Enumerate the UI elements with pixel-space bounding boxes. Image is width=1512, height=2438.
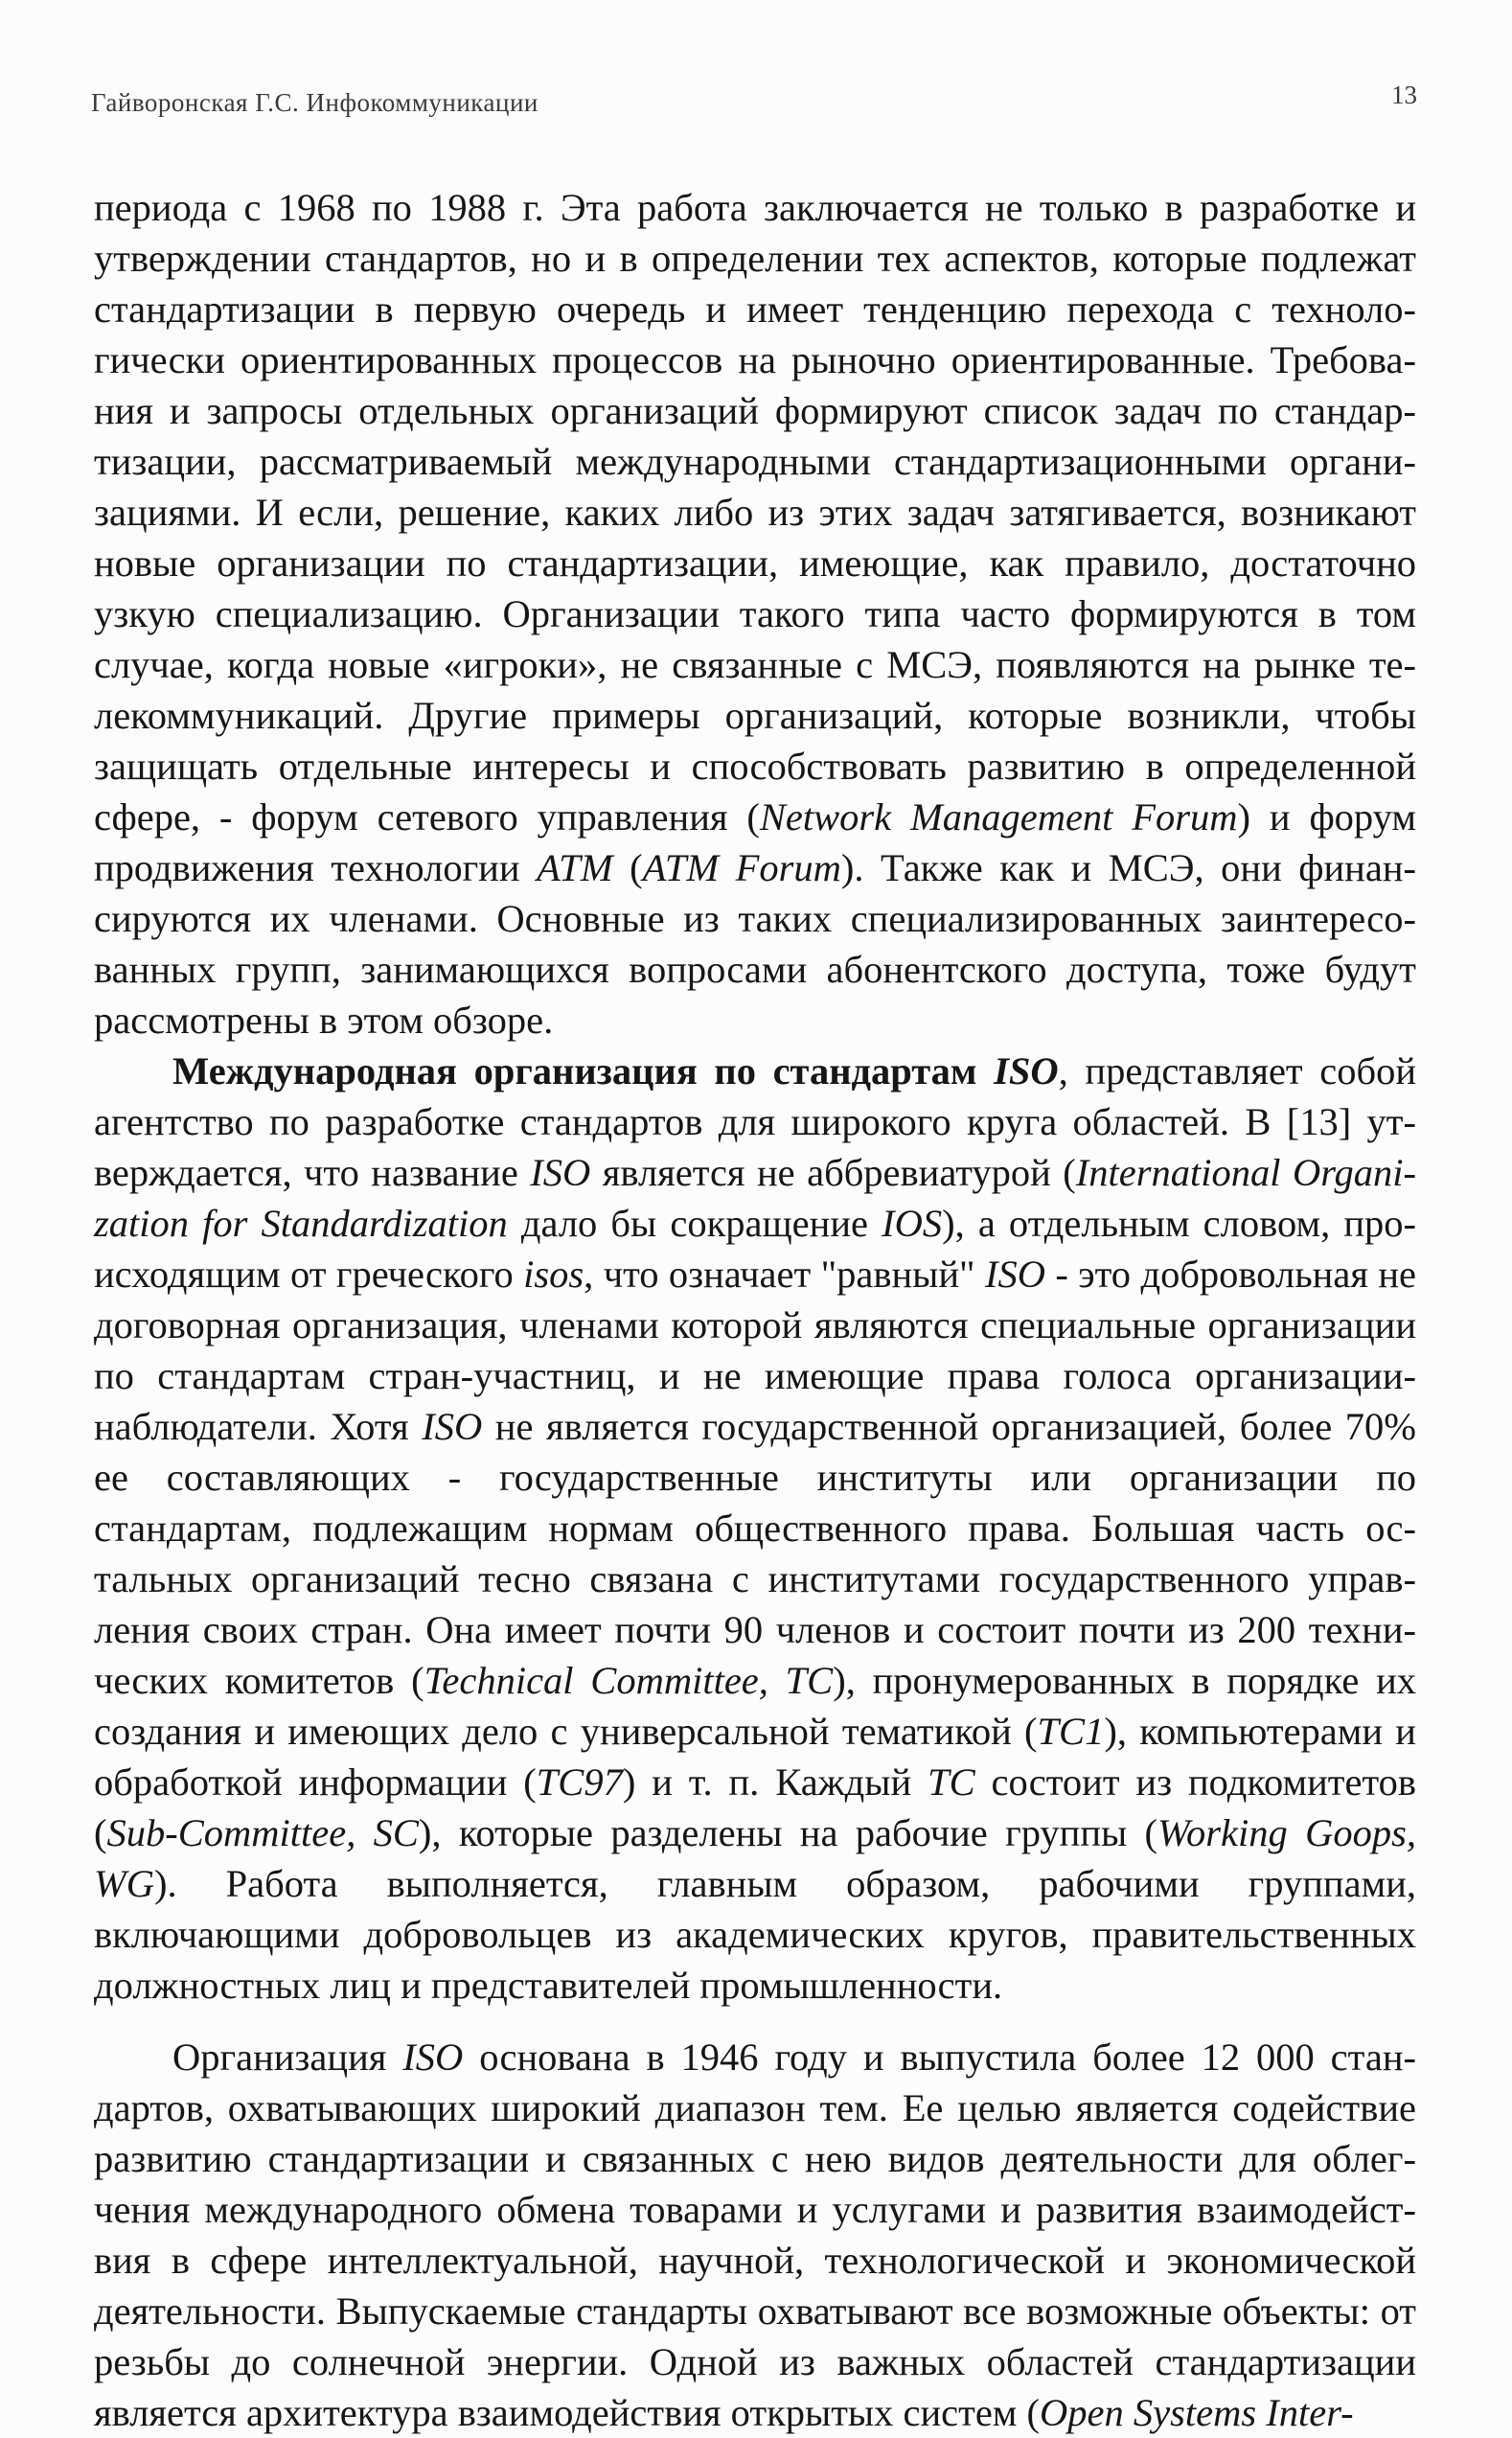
paragraph-1 [94, 182, 1416, 1046]
text-segment-italic: ISO [422, 1405, 483, 1448]
text-segment-italic: Network Management Forum [759, 795, 1238, 839]
page-number: 13 [1391, 80, 1417, 109]
text-segment: периода с 1968 по 1988 г. Эта работа заключается не только в разработке и утверждении стандартов, но и в определении тех аспектов, которые подлежат стандартизации в первую очередь и имеет тенденцию перехода с технологически ориентированных процессов на рыночно ориентированные. Требования и запросы отдельных организаций формируют список задач по стандартизации, рассматриваемый международными стандартизационными организациями. И если, решение, каких либо из этих задач затягивается, возникают новые организации по стандартизации, имеющие, как правило, достаточно узкую специализацию. Организации такого типа часто формируются в том случае, когда новые «игроки», не связанные с МСЭ, появляются на рынке телекоммуникаций. Другие примеры организаций, которые возникли, чтобы защищать отдельные интересы и способствовать развитию в определенной сфере, - форум сетевого управления ( [94, 186, 1416, 839]
text-segment: основана в 1946 году и выпустила более 12 000 стандартов, охватывающих широкий диапазон тем. Ее целью является содействие развитию стандартизации и связанных с нею видов деятельности для облегчения международного обмена товарами и услугами и развития взаимодействия в сфере интеллектуальной, научной, технологической и экономической деятельности. Выпускаемые стандарты охватывают все возможные объекты: от резьбы до солнечной энергии. Одной из важных областей стандартизации является архитектура взаимодействия открытых систем ( [94, 2036, 1416, 2434]
text-segment-italic: Sub-Committee, SC [106, 1811, 419, 1854]
text-segment-italic: TC [928, 1760, 975, 1804]
text-segment: ). Работа выполняется, главным образом, рабочими группами, включающими добровольцев из академических кругов, правительственных должностных лиц и представителей промышленности. [94, 1862, 1416, 2007]
text-segment: состоит из подкомитетов ( [94, 1760, 1416, 1854]
text-segment: Организация [172, 2036, 403, 2079]
text-segment: ( [612, 846, 643, 889]
paragraph-2 [94, 1046, 1416, 2011]
bold-italic-term: ISO [994, 1049, 1059, 1092]
text-segment: является не аббревиатурой ( [590, 1151, 1076, 1194]
text-segment: ), компьютерами и обработкой информации ( [94, 1710, 1416, 1804]
text-segment-italic: ISO [530, 1151, 591, 1194]
text-segment: ), которые разделены на рабочие группы ( [418, 1811, 1158, 1854]
text-segment: дало бы сокращение [507, 1202, 882, 1245]
text-segment-italic: TC97 [536, 1760, 623, 1804]
text-segment: ), пронумерованных в порядке их создания и имеющих дело с универсальной тематикой ( [94, 1659, 1416, 1753]
text-segment-italic: TC1 [1037, 1710, 1105, 1753]
text-segment: ). Также как и МСЭ, они финансируются их членами. Основные из таких специализированных заинтересованных групп, занимающихся вопросами абонентского доступа, тоже будут рассмотрены в этом обзоре. [94, 846, 1416, 1042]
bold-term: Международная организация по стандартам [172, 1049, 995, 1092]
text-segment-italic: ISO [402, 2036, 464, 2079]
text-segment-italic: Technical Committee, TC [424, 1659, 834, 1702]
text-segment: не является государственной организацией, более 70% ее составляющих - государственные институты или организации по стандартам, подлежащим нормам общественного права. Большая часть остальных организаций тесно связана с институтами государственного управления своих стран. Она имеет почти 90 членов и состоит почти из 200 технических комитетов ( [94, 1405, 1416, 1702]
text-segment-italic: Working Goops, WG [94, 1811, 1416, 1905]
text-segment: ) и т. п. Каждый [622, 1760, 928, 1804]
body-text [94, 182, 1416, 2438]
text-segment: , представляет собой агентство по разработке стандартов для широкого круга областей. В [13] утверждается, что название [94, 1049, 1416, 1194]
text-segment-italic: International Organization for Standardization [94, 1151, 1416, 1245]
text-segment: , что означает "равный" [584, 1253, 985, 1296]
text-segment: ), а отдельным словом, происходящим от греческого [94, 1202, 1416, 1296]
text-segment-italic: ATM [537, 846, 613, 889]
text-segment: - это добровольная не договорная организация, членами которой являются специальные организации по стандартам стран-участниц, и не имеющие права голоса организации-наблюдатели. Хотя [94, 1253, 1416, 1448]
text-segment-italic: IOS [882, 1202, 943, 1245]
text-segment-italic: ATM Forum [642, 846, 841, 889]
text-segment: ) и форум продвижения технологии [94, 795, 1416, 889]
paragraph-3 [94, 2032, 1416, 2438]
text-segment-italic: Open Systems Inter- [1040, 2391, 1354, 2434]
text-segment-italic: isos [523, 1253, 584, 1296]
running-header: Гайворонская Г.С. Инфокоммуникации [91, 88, 538, 117]
text-segment-italic: ISO [984, 1253, 1045, 1296]
